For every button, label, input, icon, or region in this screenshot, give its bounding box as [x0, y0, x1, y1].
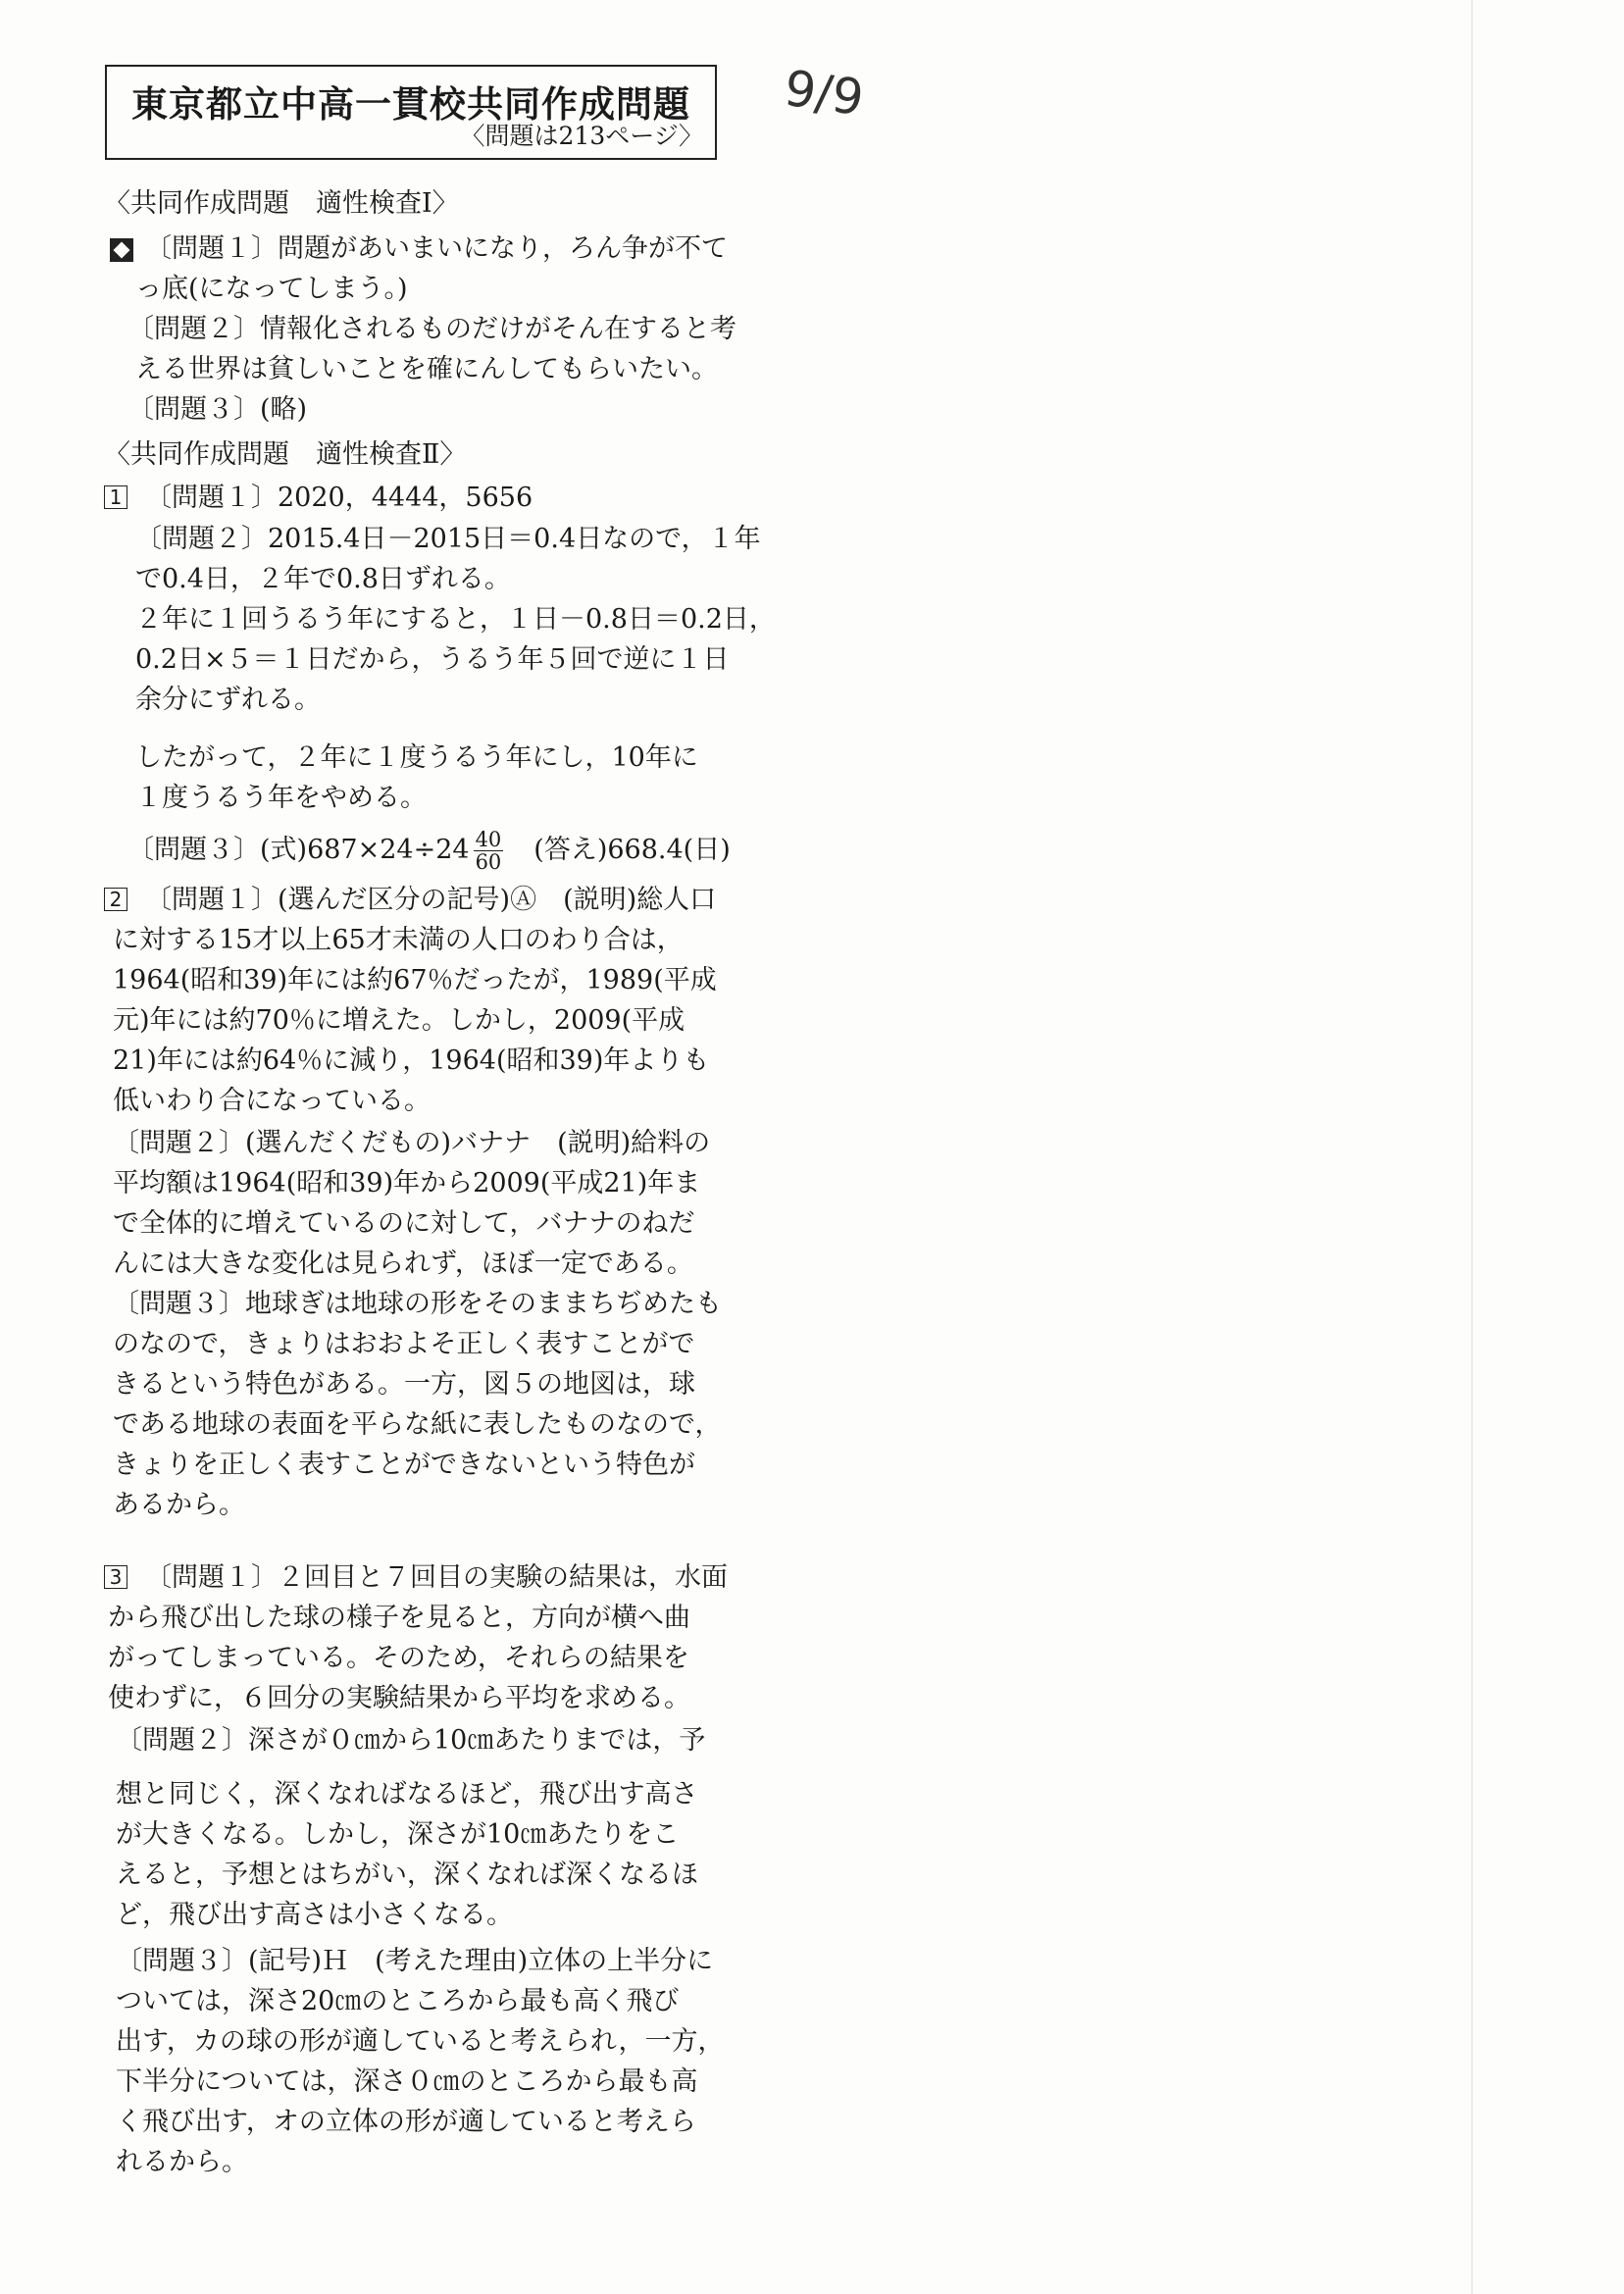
q3-line-3: がってしまっている。そのため，それらの結果を: [108, 1643, 689, 1673]
q3-line-15: れるから。: [116, 2147, 248, 2177]
q3-line-13: 下半分については，深さ０㎝のところから最も高: [116, 2066, 698, 2097]
question-number-1: 1: [104, 485, 127, 509]
q3-line-4: 使わずに，６回分の実験結果から平均を求める。: [108, 1683, 690, 1713]
q3-line-8: えると，予想とはちがい，深くなれば深くなるほ: [116, 1860, 698, 1890]
question-number-3: 3: [104, 1565, 127, 1589]
scan-edge-shadow: [1471, 0, 1473, 2294]
q1-line-8: １度うるう年をやめる。: [135, 783, 427, 813]
q2-line-5: 21)年には約64％に減り，1964(昭和39)年よりも: [113, 1045, 710, 1076]
page-subtitle: 〈問題は213ページ〉: [460, 122, 703, 150]
fraction-denominator: 60: [475, 850, 502, 874]
q3-line-10: 〔問題３〕(記号)Ｈ (考えた理由)立体の上半分に: [116, 1946, 714, 1976]
q3-line-6: 想と同じく，深くなればなるほど，飛び出す高さ: [116, 1779, 698, 1810]
section1-heading: 〈共同作成問題 適性検査Ⅰ〉: [104, 188, 459, 219]
q2-line-4: 元)年には約70％に増えた。しかし，2009(平成: [113, 1005, 685, 1036]
q1-line-7: したがって，２年に１度うるう年にし，10年に: [135, 742, 698, 773]
q2-line-6: 低いわり合になっている。: [113, 1086, 431, 1116]
q3-line-12: 出す，カの球の形が適していると考えられ，一方，: [116, 2026, 725, 2057]
s1-line-3: 〔問題２〕情報化されるものだけがそん在すると考: [127, 314, 736, 344]
q3-line-5: 〔問題２〕深さが０㎝から10㎝あたりまでは，予: [116, 1725, 706, 1756]
q2-line-13: きるという特色がある。一方，図５の地図は，球: [113, 1369, 695, 1400]
q1-line-3: で0.4日，２年で0.8日ずれる。: [135, 564, 511, 594]
q2-line-9: で全体的に増えているのに対して，バナナのねだ: [113, 1208, 695, 1239]
fraction-numerator: 40: [475, 828, 502, 851]
s1-line-1: 〔問題１〕問題があいまいになり，ろん争が不て: [145, 233, 728, 264]
q2-line-10: んには大きな変化は見られず，ほぼ一定である。: [113, 1249, 693, 1279]
q2-line-16: あるから。: [113, 1490, 245, 1520]
q2-line-2: に対する15才以上65才未満の人口のわり合は，: [113, 925, 684, 955]
q3-line-7: が大きくなる。しかし，深さが10㎝あたりをこ: [116, 1819, 680, 1850]
title-box: [105, 65, 717, 160]
q2-line-7: 〔問題２〕(選んだくだもの)バナナ (説明)給料の: [113, 1128, 711, 1158]
q1-q3-formula: 〔問題３〕(式)687×24÷24: [127, 835, 470, 865]
q2-line-1: 〔問題１〕(選んだ区分の記号)Ⓐ (説明)総人口: [145, 885, 717, 915]
q2-line-8: 平均額は1964(昭和39)年から2009(平成21)年ま: [113, 1168, 701, 1198]
q2-line-14: である地球の表面を平らな紙に表したものなので，: [113, 1409, 722, 1440]
answer-marker-icon: [110, 238, 133, 262]
s1-line-4: える世界は貧しいことを確にんしてもらいたい。: [135, 354, 718, 384]
q1-line-4: ２年に１回うるう年にすると，１日－0.8日＝0.2日，: [135, 604, 776, 635]
s1-line-5: 〔問題３〕(略): [127, 394, 308, 425]
q3-line-11: ついては，深さ20㎝のところから最も高く飛び: [116, 1986, 680, 2016]
q1-question3: [127, 829, 731, 873]
section2-heading: 〈共同作成問題 適性検査Ⅱ〉: [104, 439, 467, 470]
fraction: [474, 829, 504, 873]
q2-line-15: きょりを正しく表すことができないという特色が: [113, 1450, 695, 1480]
s1-line-2: っ底(になってしまう。): [135, 274, 408, 304]
q2-line-3: 1964(昭和39)年には約67％だったが，1989(平成: [113, 965, 717, 995]
q1-q3-answer: (答え)668.4(日): [507, 835, 731, 865]
q1-line-1: 〔問題１〕2020，4444，5656: [145, 483, 533, 513]
page-title: 東京都立中高一貫校共同作成問題: [131, 83, 690, 126]
q2-line-11: 〔問題３〕地球ぎは地球の形をそのままちぢめたも: [113, 1289, 722, 1319]
q3-line-14: く飛び出す，オの立体の形が適していると考えら: [116, 2107, 696, 2137]
q1-line-5: 0.2日×５＝１日だから，うるう年５回で逆に１日: [135, 644, 730, 675]
q1-line-2: 〔問題２〕2015.4日－2015日＝0.4日なので，１年: [135, 524, 761, 554]
q2-line-12: のなので，きょりはおおよそ正しく表すことがで: [113, 1329, 695, 1359]
q3-line-1: 〔問題１〕２回目と７回目の実験の結果は，水面: [145, 1562, 728, 1593]
question-number-2: 2: [104, 888, 127, 911]
q3-line-9: ど，飛び出す高さは小さくなる。: [116, 1900, 513, 1930]
q1-line-6: 余分にずれる。: [135, 685, 321, 715]
q3-line-2: から飛び出した球の様子を見ると，方向が横へ曲: [108, 1603, 690, 1633]
handwritten-page-note: 9/9: [781, 59, 868, 127]
